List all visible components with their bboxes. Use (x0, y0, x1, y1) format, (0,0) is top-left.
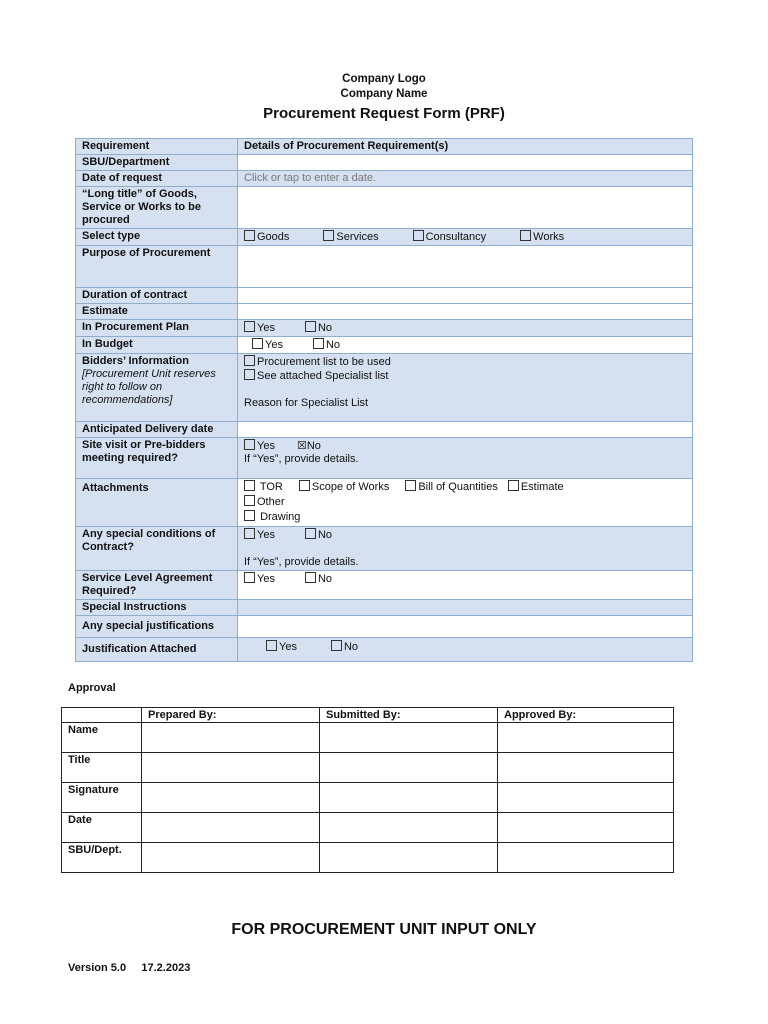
attachments-label: Attachments (76, 479, 238, 527)
site-visit-if-yes: If “Yes”, provide details. (244, 453, 359, 465)
checkbox-icon (244, 355, 255, 366)
checkbox-icon (299, 480, 310, 491)
approval-label: Approval (68, 682, 116, 694)
procurement-unit-heading: FOR PROCUREMENT UNIT INPUT ONLY (231, 921, 537, 938)
type-services-option[interactable] (323, 230, 378, 244)
conditions-yes-label: Yes (257, 529, 275, 541)
prepared-by-header: Prepared By: (142, 708, 320, 723)
checkbox-icon (244, 510, 255, 521)
approval-cell[interactable] (142, 723, 320, 753)
checkbox-icon (244, 480, 255, 491)
plan-yes-label: Yes (257, 322, 275, 334)
type-consultancy-option[interactable] (413, 230, 487, 244)
conditions-if-yes: If “Yes”, provide details. (244, 556, 359, 568)
type-services-label: Services (336, 231, 379, 243)
checkbox-icon (508, 480, 519, 491)
sbu-department-row (76, 155, 693, 171)
special-instructions-row (76, 600, 693, 616)
approval-title-row (62, 753, 674, 783)
approval-signature-row (62, 783, 674, 813)
checkbox-icon (244, 230, 255, 241)
attach-tor-label: TOR (259, 481, 283, 493)
checkbox-icon (244, 439, 255, 450)
submitted-by-header: Submitted By: (320, 708, 498, 723)
sbu-department-label: SBU/Department (76, 155, 238, 171)
table-header-row (76, 139, 693, 155)
site-visit-no-option[interactable] (297, 440, 321, 453)
duration-field[interactable] (238, 288, 693, 304)
approval-name-row (62, 723, 674, 753)
attach-estimate-option[interactable] (508, 480, 564, 495)
bidders-info-note: [Procurement Unit reserves right to follow on recommendations] (82, 368, 216, 406)
sla-row (76, 571, 693, 600)
checkbox-icon (244, 369, 255, 380)
checkbox-icon (413, 230, 424, 241)
budget-no-label: No (325, 339, 341, 351)
purpose-field[interactable] (238, 246, 693, 288)
checkbox-icon (266, 640, 277, 651)
estimate-field[interactable] (238, 304, 693, 320)
type-works-label: Works (533, 231, 565, 243)
attach-other-label: Other (257, 496, 285, 508)
sla-yes-option[interactable] (244, 572, 275, 586)
reason-specialist-label: Reason for Specialist List (244, 397, 369, 409)
in-budget-label: In Budget (76, 337, 238, 354)
justification-attached-label: Justification Attached (76, 638, 238, 662)
attach-boq-option[interactable] (405, 480, 497, 495)
checkbox-icon (305, 321, 316, 332)
site-visit-no-label: No (306, 440, 321, 452)
special-justifications-row (76, 616, 693, 638)
bidders-info-title: Bidders’ Information (82, 355, 189, 367)
procurement-list-label: Procurement list to be used (257, 356, 391, 368)
justification-no-label: No (343, 641, 359, 653)
budget-no-option[interactable] (313, 338, 340, 352)
approval-cell[interactable] (498, 783, 674, 813)
specialist-list-label: See attached Specialist list (257, 370, 389, 382)
select-type-label: Select type (76, 229, 238, 246)
checkbox-icon (244, 495, 255, 506)
purpose-row (76, 246, 693, 288)
approved-by-header: Approved By: (498, 708, 674, 723)
version-info: Version 5.0 17.2.2023 (68, 962, 191, 974)
attach-drawing-label: Drawing (260, 511, 301, 523)
approval-cell[interactable] (498, 723, 674, 753)
conditions-no-label: No (317, 529, 333, 541)
date-of-request-label: Date of request (76, 171, 238, 187)
select-type-row (76, 229, 693, 246)
duration-row (76, 288, 693, 304)
special-conditions-label: Any special conditions of Contract? (76, 527, 238, 571)
attach-drawing-option[interactable] (244, 510, 686, 525)
type-goods-label: Goods (257, 231, 290, 243)
checkbox-icon (244, 528, 255, 539)
conditions-yes-option[interactable] (244, 528, 275, 542)
justification-yes-label: Yes (279, 641, 297, 653)
checkbox-icon (331, 640, 342, 651)
plan-yes-option[interactable] (244, 321, 275, 335)
type-goods-option[interactable] (244, 230, 289, 244)
approval-row-label: SBU/Dept. (62, 843, 142, 873)
justification-yes-option[interactable] (266, 640, 297, 654)
special-instructions-label: Special Instructions (76, 600, 238, 616)
estimate-label: Estimate (76, 304, 238, 320)
procurement-plan-row (76, 320, 693, 337)
checkbox-icon (323, 230, 334, 241)
procurement-plan-label: In Procurement Plan (76, 320, 238, 337)
sla-yes-label: Yes (257, 573, 275, 585)
checkbox-icon (305, 528, 316, 539)
delivery-date-row (76, 422, 693, 438)
approval-corner-cell (62, 708, 142, 723)
approval-cell[interactable] (320, 723, 498, 753)
requirement-column-header: Requirement (76, 139, 238, 155)
conditions-no-option[interactable] (305, 528, 332, 542)
sla-no-label: No (317, 573, 333, 585)
long-title-field[interactable] (238, 187, 693, 229)
bidders-info-label (76, 354, 238, 422)
approval-cell[interactable] (142, 813, 320, 843)
attach-boq-label: Bill of Quantities (418, 481, 498, 493)
approval-cell[interactable] (320, 843, 498, 873)
approval-cell[interactable] (320, 753, 498, 783)
attach-tor-option[interactable] (244, 480, 283, 495)
budget-yes-label: Yes (265, 339, 283, 351)
plan-no-option[interactable] (305, 321, 332, 335)
checkbox-icon (244, 572, 255, 583)
delivery-date-field[interactable] (238, 422, 693, 438)
approval-header-row (62, 708, 674, 723)
specialist-list-option[interactable] (244, 369, 686, 383)
attach-estimate-label: Estimate (520, 481, 564, 493)
date-of-request-row (76, 171, 693, 187)
site-visit-yes-label: Yes (257, 440, 275, 452)
form-title: Procurement Request Form (PRF) (263, 105, 505, 122)
site-visit-yes-option[interactable] (244, 439, 275, 453)
type-consultancy-label: Consultancy (425, 231, 487, 243)
company-logo-text: Company Logo (342, 73, 426, 85)
company-name: Company Name (340, 88, 428, 100)
purpose-label: Purpose of Procurement (76, 246, 238, 288)
in-budget-row (76, 337, 693, 354)
plan-no-label: No (317, 322, 333, 334)
attach-scope-label: Scope of Works (311, 481, 390, 493)
duration-label: Duration of contract (76, 288, 238, 304)
checkbox-icon (244, 321, 255, 332)
checkbox-icon (313, 338, 324, 349)
sbu-department-field[interactable] (238, 155, 693, 171)
special-conditions-row (76, 527, 693, 571)
budget-yes-option[interactable] (252, 338, 283, 352)
date-placeholder: Click or tap to enter a date. (244, 172, 377, 184)
sla-no-option[interactable] (305, 572, 332, 586)
delivery-date-label: Anticipated Delivery date (76, 422, 238, 438)
justification-no-option[interactable] (331, 640, 358, 654)
date-of-request-field[interactable] (238, 171, 693, 187)
details-column-header: Details of Procurement Requirement(s) (238, 139, 693, 155)
approval-table (61, 707, 674, 873)
approval-cell[interactable] (142, 843, 320, 873)
long-title-row (76, 187, 693, 229)
approval-row-label: Title (62, 753, 142, 783)
approval-cell[interactable] (320, 813, 498, 843)
checked-box-icon: ☒ (296, 440, 307, 452)
approval-row-label: Name (62, 723, 142, 753)
attachments-row (76, 479, 693, 527)
approval-cell[interactable] (142, 753, 320, 783)
checkbox-icon (252, 338, 263, 349)
site-visit-row (76, 438, 693, 479)
checkbox-icon (405, 480, 416, 491)
procurement-list-option[interactable] (244, 355, 686, 369)
approval-cell[interactable] (498, 753, 674, 783)
approval-cell[interactable] (498, 843, 674, 873)
procurement-request-table (75, 138, 693, 662)
attach-scope-option[interactable] (299, 480, 389, 495)
estimate-row (76, 304, 693, 320)
approval-cell[interactable] (498, 813, 674, 843)
approval-row-label: Signature (62, 783, 142, 813)
justification-attached-row (76, 638, 693, 662)
attach-other-option[interactable] (244, 495, 686, 510)
bidders-info-row (76, 354, 693, 422)
special-justifications-field[interactable] (238, 616, 693, 638)
approval-sbu-row (62, 843, 674, 873)
checkbox-icon (305, 572, 316, 583)
site-visit-label: Site visit or Pre-bidders meeting required? (76, 438, 238, 479)
long-title-label: “Long title” of Goods, Service or Works to be procured (76, 187, 238, 229)
special-justifications-label: Any special justifications (76, 616, 238, 638)
approval-cell[interactable] (142, 783, 320, 813)
sla-label: Service Level Agreement Required? (76, 571, 238, 600)
type-works-option[interactable] (520, 230, 564, 244)
approval-row-label: Date (62, 813, 142, 843)
checkbox-icon (520, 230, 531, 241)
select-type-options (238, 229, 693, 246)
special-instructions-field[interactable] (238, 600, 693, 616)
approval-cell[interactable] (320, 783, 498, 813)
approval-date-row (62, 813, 674, 843)
